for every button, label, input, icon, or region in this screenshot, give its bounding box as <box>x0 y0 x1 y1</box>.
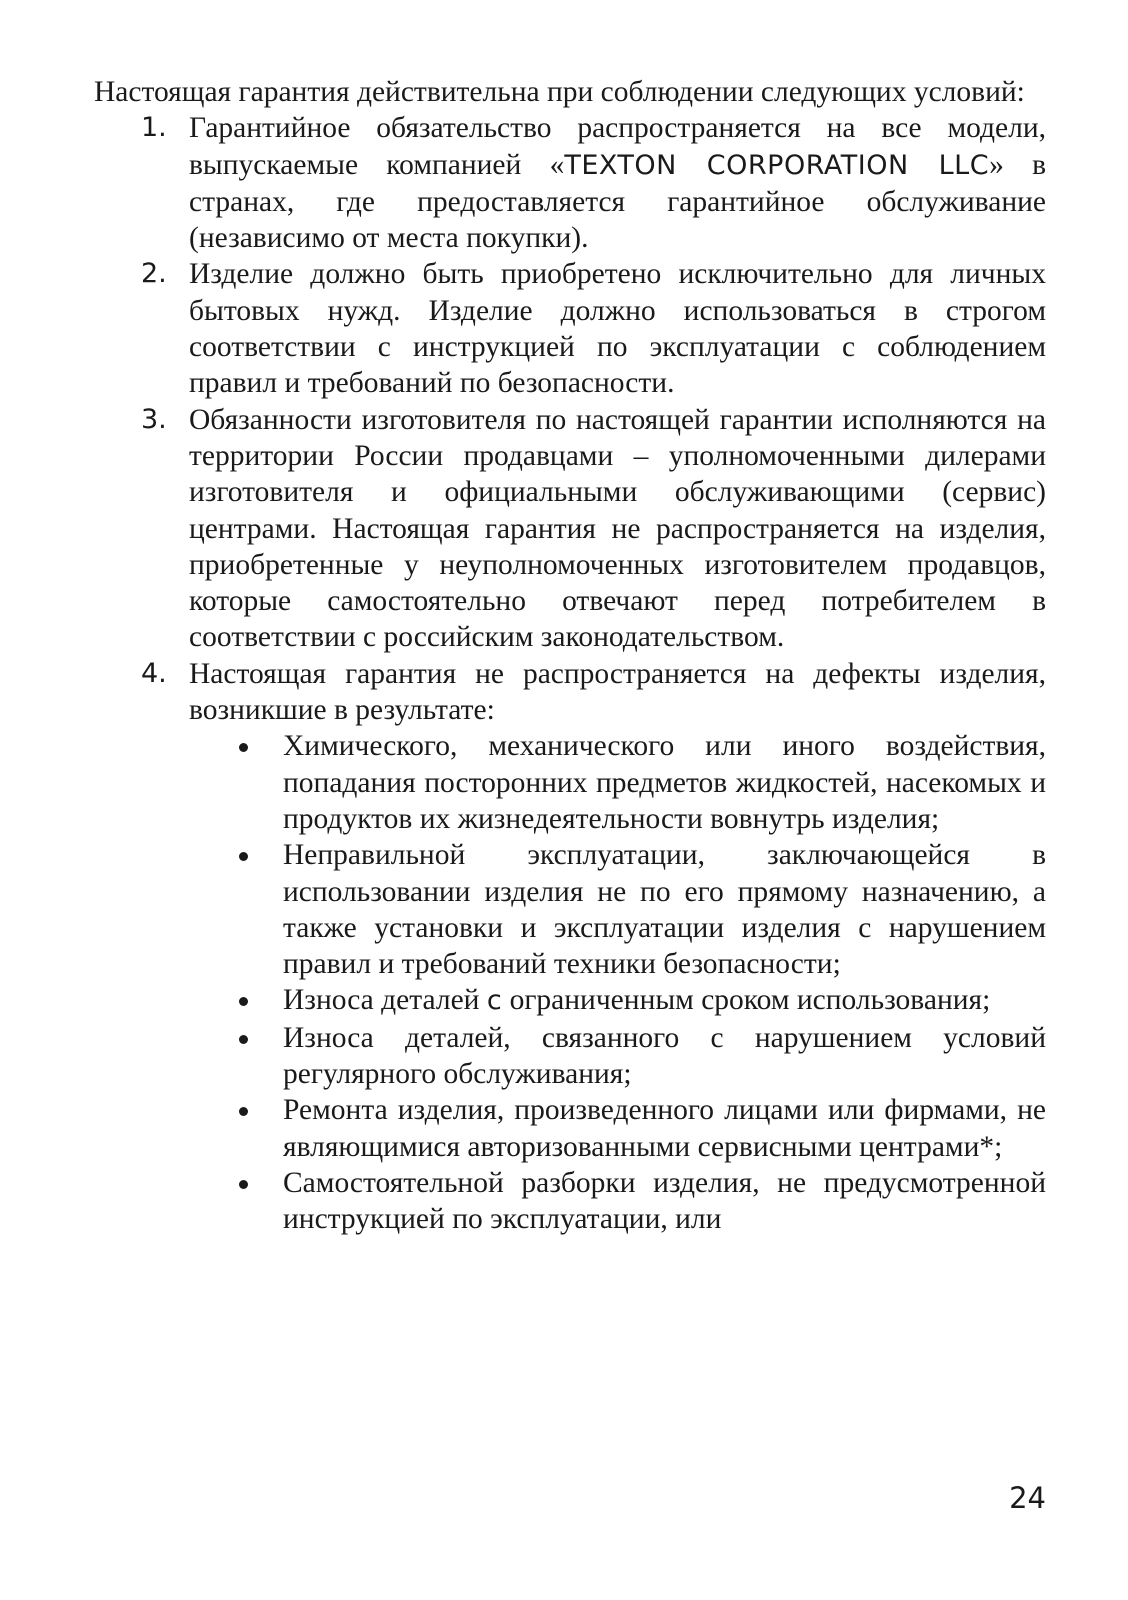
item-text: Изделие должно быть приобретено исключительно для личных бытовых нужд. Изделие должно использоваться в строгом соответствии с инструкцией по эксплуатации с соблюдением правил и требований по безопасности. <box>189 258 1046 400</box>
bullet-item <box>189 728 1046 837</box>
bullet-icon <box>239 743 248 752</box>
item-text: Настоящая гарантия не распространяется на дефекты изделия, возникшие в результате: <box>189 657 1046 727</box>
bullet-text: Неправильной эксплуатации, заключающейся в использовании изделия не по его прямому назначению, а также установки и эксплуатации изделия с нарушением правил и требований техники безопасности; <box>283 839 1046 981</box>
intro-paragraph: Настоящая гарантия действительна при соблюдении следующих условий: <box>94 76 1025 108</box>
item-number: 4. <box>141 657 167 689</box>
list-item <box>94 110 1046 256</box>
bullet-text-part: ограниченным сроком использования; <box>502 984 991 1017</box>
item-text: Обязанности изготовителя по настоящей гарантии исполняются на территории России продавцами – уполномоченными дилерами изготовителя и официальными обслуживающими (сервис) центрами. Настоящая гарантия не распространяется на изделия, приобретенные у неуполномоченных изготовителем продавцов, которые самостоятельно отвечают перед потребителем в соответствии с российским законодательством. <box>189 403 1046 654</box>
page-number: 24 <box>1009 1481 1046 1515</box>
warranty-conditions-list <box>94 110 1046 1237</box>
bullet-text-part: Износа деталей <box>283 984 487 1017</box>
item-number: 2. <box>141 258 167 290</box>
bullet-text: Износа деталей, связанного с нарушением условий регулярного обслуживания; <box>283 1021 1046 1091</box>
item-text-part: Гарантийное обязательство распространяется на все модели, выпускаемые компанией « <box>189 112 1046 181</box>
bullet-text: Ремонта изделия, произведенного лицами или фирмами, не являющимися авторизованными сервисными центрами*; <box>283 1094 1046 1163</box>
bullet-item <box>189 1020 1046 1093</box>
list-item <box>94 656 1046 1238</box>
bullet-item <box>189 837 1046 982</box>
bullet-icon <box>239 997 248 1006</box>
bullet-item <box>189 982 1046 1019</box>
company-name: TEXTON CORPORATION LLC <box>564 149 990 181</box>
bullet-text: Химического, механического или иного воздействия, попадания посторонних предметов жидкостей, насекомых и продуктов их жизнедеятельности вовнутрь изделия; <box>283 730 1046 835</box>
bullet-icon <box>239 852 248 861</box>
bullet-icon <box>239 1035 248 1044</box>
item-number: 1. <box>141 112 167 144</box>
bullet-text-char: с <box>486 985 503 1017</box>
bullet-icon <box>239 1180 248 1189</box>
document-page <box>94 74 1046 1238</box>
bullet-text: Самостоятельной разборки изделия, не предусмотренной инструкцией по эксплуатации, или <box>283 1166 1046 1236</box>
item-number: 3. <box>141 403 167 435</box>
exclusions-list <box>189 728 1046 1237</box>
bullet-item <box>189 1092 1046 1165</box>
bullet-icon <box>239 1107 248 1116</box>
item-text-part: » в странах, где предоставляется гарантийное обслуживание (независимо от места покупки). <box>189 148 1046 255</box>
list-item <box>94 256 1046 401</box>
bullet-item <box>189 1165 1046 1238</box>
list-item <box>94 402 1046 656</box>
